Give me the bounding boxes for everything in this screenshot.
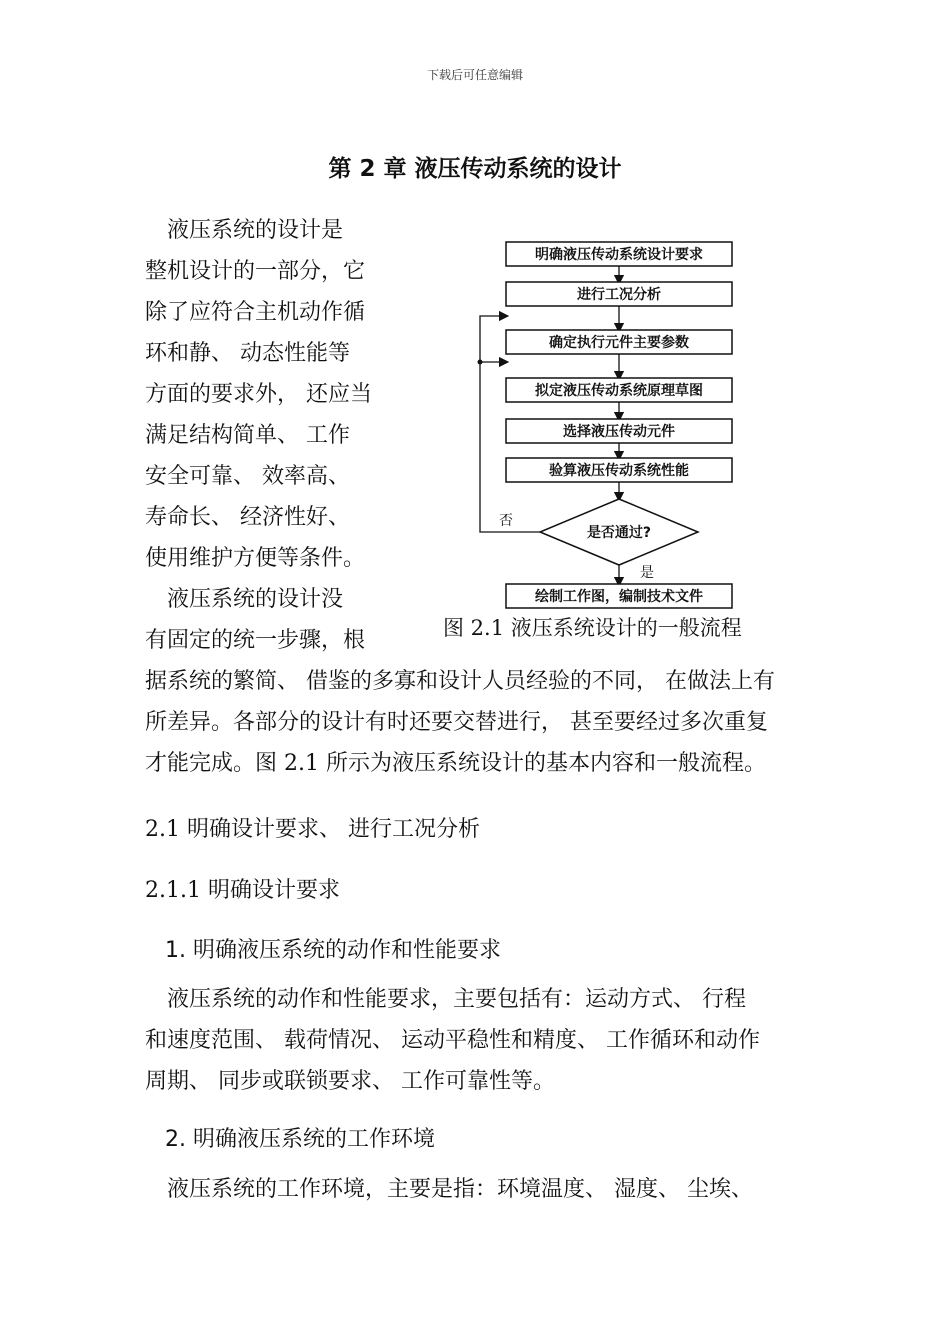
body-line: 所差异。各部分的设计有时还要交替进行， 甚至要经过多次重复	[145, 710, 768, 735]
flow-step-text: 拟定液压传动系统原理草图	[535, 383, 703, 399]
body-line: 液压系统的工作环境，主要是指：环境温度、 湿度、 尘埃、	[145, 1177, 753, 1202]
intro-line: 除了应符合主机动作循	[145, 300, 366, 325]
flow-yes-label: 是	[640, 565, 654, 581]
body-line: 据系统的繁简、 借鉴的多寡和设计人员经验的不同， 在做法上有	[145, 669, 775, 694]
figure-caption: 图 2.1 液压系统设计的一般流程	[443, 616, 742, 640]
flow-final-text: 绘制工作图，编制技术文件	[535, 589, 703, 605]
intro-line: 液压系统的设计没	[145, 587, 344, 612]
flow-step-text: 明确液压传动系统设计要求	[535, 247, 703, 263]
body-line: 才能完成。图 2.1 所示为液压系统设计的基本内容和一般流程。	[145, 751, 766, 776]
intro-line: 使用维护方便等条件。	[145, 546, 366, 571]
body-line: 和速度范围、 载荷情况、 运动平稳性和精度、 工作循环和动作	[145, 1028, 760, 1053]
flow-no-label: 否	[499, 513, 513, 529]
body-line: 周期、 同步或联锁要求、 工作可靠性等。	[145, 1069, 555, 1094]
flow-step-text: 进行工况分析	[577, 287, 661, 303]
flow-decision-text: 是否通过?	[586, 525, 652, 541]
intro-line: 寿命长、 经济性好、	[145, 505, 350, 530]
design-flowchart	[470, 232, 760, 612]
intro-line: 环和静、 动态性能等	[145, 341, 350, 366]
section-heading: 2.1 明确设计要求、 进行工况分析	[145, 817, 480, 842]
intro-line: 整机设计的一部分，它	[145, 259, 366, 284]
flow-step-text: 选择液压传动元件	[563, 424, 675, 440]
body-line: 液压系统的动作和性能要求，主要包括有：运动方式、 行程	[145, 987, 746, 1012]
intro-line: 安全可靠、 效率高、	[145, 464, 350, 489]
intro-line: 方面的要求外， 还应当	[145, 382, 372, 407]
item-heading: 1. 明确液压系统的动作和性能要求	[165, 938, 501, 963]
flow-step-text: 确定执行元件主要参数	[549, 335, 689, 351]
flow-step-text: 验算液压传动系统性能	[549, 463, 689, 479]
intro-line: 有固定的统一步骤，根	[145, 628, 366, 653]
chapter-title: 第 2 章 液压传动系统的设计	[328, 156, 622, 182]
intro-line: 液压系统的设计是	[145, 218, 344, 243]
subsection-heading: 2.1.1 明确设计要求	[145, 878, 340, 903]
item-heading: 2. 明确液压系统的工作环境	[165, 1127, 435, 1152]
intro-line: 满足结构简单、 工作	[145, 423, 350, 448]
page-header-note: 下载后可任意编辑	[426, 68, 523, 82]
